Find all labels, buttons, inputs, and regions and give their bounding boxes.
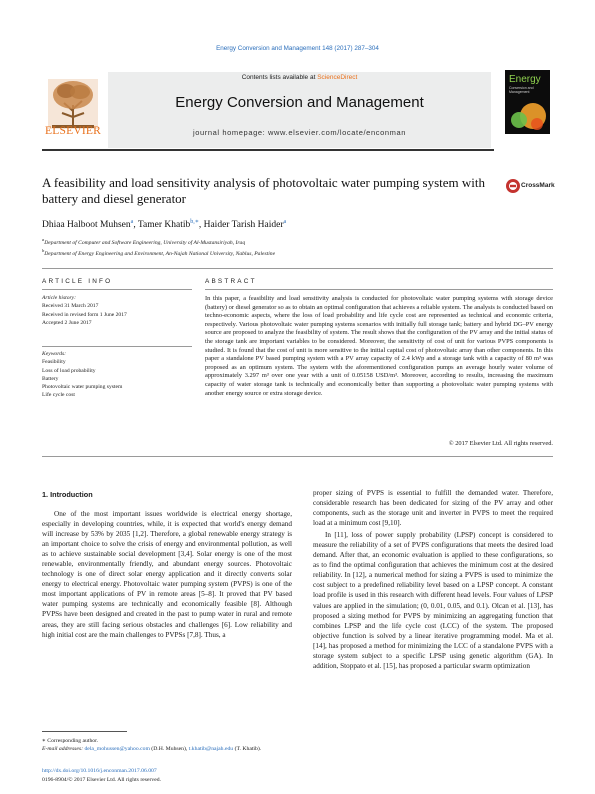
- abstract-label: ABSTRACT: [205, 278, 257, 285]
- author-affil-mark: a: [130, 219, 134, 225]
- body-paragraph: One of the most important issues worldwide is electrical energy shortage, especially in developing countries, while, it is expected that world's energy demand will increase by 53% by 2035 [1,2]. Therefore, a global renewable energy strategy is an important choice to solve the crisis of energy and environmental pollution, as well as to achieve sustainable social development [3,4]. Solar energy is one of the most renewable, environmentally friendly, and abundant energy sources. Photovoltaic technology is one of direct solar energy application and it directly converts solar energy to electrical energy. Photovoltaic water pumping system (PVPS) is one of the most important applications of PV in remote areas [5–8]. It proved that PV based water pumping systems are technically and economically feasible [8]. Although PVPSs have been designed and created in the past to pump water in rural and remote areas, they are still facing serious obstacles and challenges [6]. Low reliability and high initial cost are the main challenges to PVPSs [7,8]. Thus, a: [42, 510, 292, 639]
- body-paragraph: In [11], loss of power supply probability (LPSP) concept is considered to measure the reliability of a set of PVPS configurations that meets the desired load demand. After that, an economic evaluation is applied to these configurations, so as to find the optimal configuration that achieves the minimum cost at the desired reliability. In [12], a numerical method for sizing a PVPS is used to minimize the cost subject to a predefined reliability level based on a LPSP concept. A constant load profile is used in this research with different head levels. Four values of LPSP values are applied in the simulation; (0, 0.01, 0.05, and 0.1). Olcan et al. [13], has proposed a sizing method for PVPS by minimizing an aggregating function that combines LPSP and the life cycle cost (LCC) of the system. The proposed objective function is solved by a linear iterative programming model. Ma et al. [14], has proposed a method for minimizing the LCC of a standalone PVPS with a storage system subject to a specific LPSP using genetic algorithm (GA). In addition, Stoppato et al. [15], has proposed a particular swarm optimization: [313, 531, 553, 670]
- email-link[interactable]: t.khatib@najah.edu: [188, 746, 234, 752]
- abstract-copyright: © 2017 Elsevier Ltd. All rights reserved.: [448, 440, 553, 447]
- affiliation: [42, 236, 512, 247]
- author-affil-mark: b,∗: [190, 219, 199, 225]
- section-heading: 1. Introduction: [42, 490, 93, 499]
- article-history: [42, 294, 192, 328]
- divider: [42, 289, 192, 290]
- affiliations: [42, 236, 512, 259]
- corresponding-author-note: ∗ Corresponding author.: [42, 738, 99, 744]
- affiliation-mark: b: [42, 248, 45, 254]
- affiliation-text: Department of Computer and Software Engineering, University of Al-Mustansiriyah, Iraq: [44, 239, 246, 246]
- issn-line: 0196-8904/© 2017 Elsevier Ltd. All rights reserved.: [42, 777, 161, 783]
- journal-cover-image[interactable]: [505, 70, 550, 134]
- contents-prefix: Contents lists available at: [241, 74, 318, 81]
- cover-subtitle: Conversion and Management: [509, 86, 534, 94]
- email-owner: (T. Khatib).: [233, 746, 262, 752]
- email-owner: (D.H. Muhsen),: [149, 746, 189, 752]
- abstract-text: In this paper, a feasibility and load sensitivity analysis is conducted for photovoltaic water pumping systems with storage device (battery) or diesel generator so as to obtain an optimal configuration that achieves a reliable system. The analysis is conducted based on techno-economic aspects, where the loss of load probability and life cycle cost are represented as technical and economic criteria, respectively. Various photovoltaic water pumping systems scenarios with initially full storage tank; battery and hybrid DG–PV energy source are proposed to analyze the feasibility of system. The result shows that the configuration of the PV array and the initial status of the storage tank are important variables to be considered. Moreover, the sensitivity of cost of unit for various PVPS components is studied. It is found that the cost of unit is more sensitive to the initial capital cost of photovoltaic array than other components. In this paper a standalone PV based pumping system with a PV array capacity of 2.4 kWp and a storage tank with a capacity of 80 m³ was proposed as an optimum system. The system with the aforementioned configuration pumps an average hourly water volume of approximately 3.297 m³ over one year with a unit of 0.05158 USD/m³. Moreover, according to results, increasing the maximum capacity of water storage tank is technically and economically better than supporting a photovoltaic water pumping systems with another energy source or extra storage device.: [205, 295, 553, 397]
- keywords: [42, 350, 192, 400]
- footnote-rule: [42, 731, 127, 732]
- doi-link[interactable]: http://dx.doi.org/10.1016/j.enconman.2017.06.007: [42, 768, 157, 774]
- author-name[interactable]: Dhiaa Halboot Muhsen: [42, 220, 131, 231]
- author-list: Dhiaa Halboot Muhsen$^a$, Tamer Khatib$^{b,∗}$, Haider Tarish Haider$^a$: [42, 219, 287, 231]
- cover-title: Energy: [509, 74, 541, 85]
- sciencedirect-link[interactable]: ScienceDirect: [317, 74, 358, 81]
- author-name[interactable]: Haider Tarish Haider: [203, 220, 284, 231]
- body-column-right: [313, 488, 553, 671]
- keyword: Loss of load probability: [42, 367, 96, 374]
- journal-title: Energy Conversion and Management: [175, 94, 424, 111]
- article-title: A feasibility and load sensitivity analysis of photovoltaic water pumping system with battery and diesel generator: [42, 175, 486, 206]
- keyword: Photovoltaic water pumping system: [42, 384, 123, 391]
- history-item: Received in revised form 1 June 2017: [42, 311, 127, 318]
- author-name[interactable]: Tamer Khatib: [137, 220, 191, 231]
- keywords-heading: Keywords:: [42, 351, 67, 357]
- divider: [42, 456, 553, 457]
- divider: [42, 346, 192, 347]
- journal-reference[interactable]: Energy Conversion and Management 148 (2017) 287–304: [216, 45, 379, 52]
- author-affil-mark: a: [283, 219, 287, 225]
- email-link[interactable]: dela_mohussen@yahoo.com: [84, 746, 150, 752]
- cover-graphic: [505, 98, 550, 134]
- history-item: Received 31 March 2017: [42, 303, 99, 310]
- elsevier-wordmark: ELSEVIER: [45, 125, 101, 137]
- keyword: Life cycle cost: [42, 392, 75, 399]
- affiliation-text: Department of Energy Engineering and Environment, An-Najah National University, Nablus, Palestine: [44, 251, 276, 258]
- journal-homepage[interactable]: journal homepage: www.elsevier.com/locate/enconman: [192, 128, 407, 137]
- divider: [205, 289, 553, 290]
- body-paragraph: proper sizing of PVPS is essential to fulfill the demanded water. Therefore, considerable research has been dedicated for sizing of the PV array and other components, such as the storage unit and inverter in PVPS to meet the required load at a minimum cost [9,10].: [313, 489, 553, 528]
- email-label: E-mail addresses:: [42, 746, 85, 752]
- footnote: [42, 737, 302, 753]
- history-heading: Article history:: [42, 295, 77, 301]
- article-info-label: ARTICLE INFO: [42, 278, 113, 285]
- contents-line: [108, 74, 491, 81]
- crossmark-label[interactable]: CrossMark: [521, 182, 555, 189]
- history-item: Accepted 2 June 2017: [42, 320, 92, 327]
- keyword: Battery: [42, 375, 59, 382]
- header-rule: [42, 149, 494, 151]
- divider: [42, 268, 553, 269]
- affiliation-mark: a: [42, 237, 45, 242]
- affiliation: [42, 247, 512, 258]
- keyword: Feasibility: [42, 359, 66, 366]
- email-line: [42, 745, 302, 753]
